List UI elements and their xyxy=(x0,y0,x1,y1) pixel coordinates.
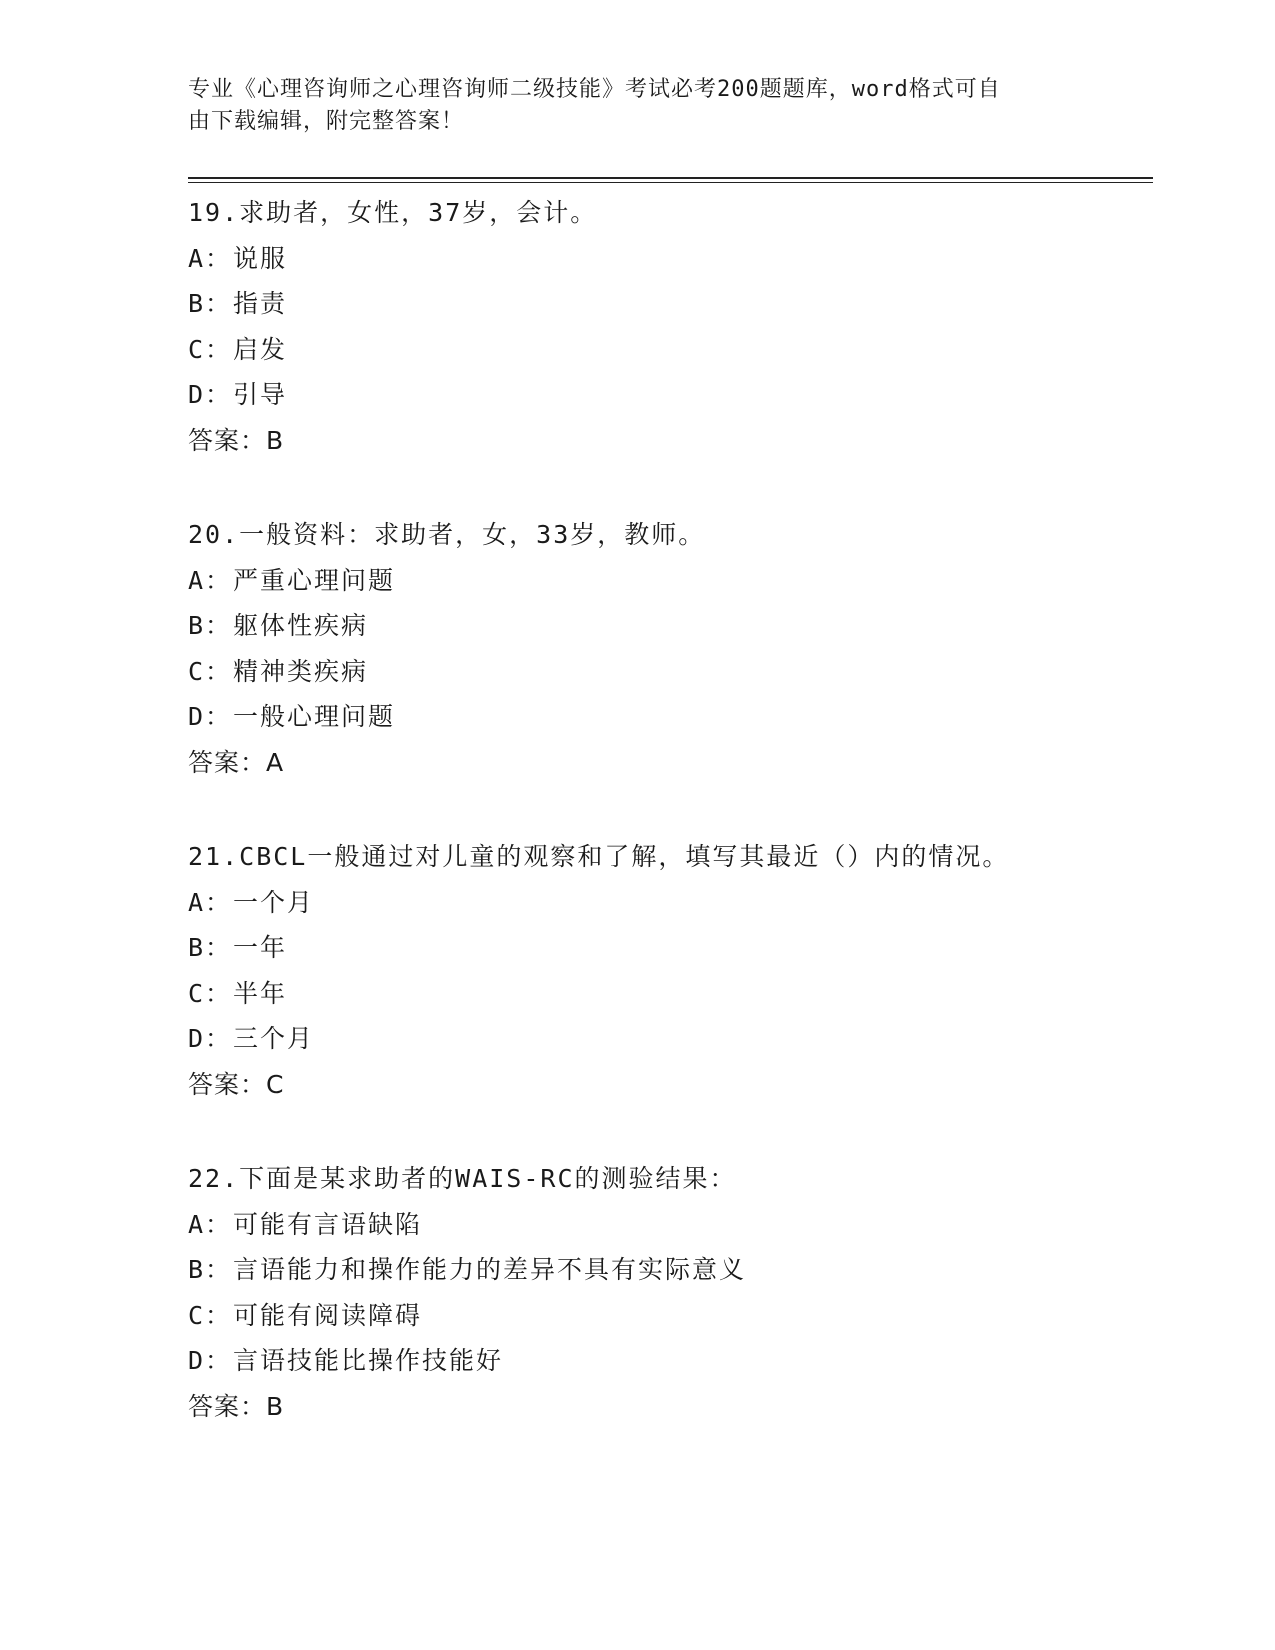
option-label: A： xyxy=(188,887,233,917)
answer-line: 答案：B xyxy=(188,1391,285,1421)
option-label: C： xyxy=(188,656,233,686)
option-label: B： xyxy=(188,289,233,318)
answer-line: 答案：B xyxy=(188,425,285,455)
option-label: B： xyxy=(188,933,233,962)
option-text: 可能有言语缺陷 xyxy=(233,1209,423,1239)
option-b xyxy=(188,281,1153,327)
document-header xyxy=(188,74,1068,138)
question-21 xyxy=(188,834,1153,1107)
option-text: 躯体性疾病 xyxy=(233,611,369,640)
question-list xyxy=(188,190,1153,1478)
option-text: 引导 xyxy=(233,380,288,409)
option-d xyxy=(188,1016,1153,1062)
option-c xyxy=(188,1293,1153,1339)
option-label: D： xyxy=(188,380,233,409)
option-label: D： xyxy=(188,702,233,731)
option-text: 三个月 xyxy=(233,1024,315,1053)
option-label: B： xyxy=(188,1255,233,1284)
option-label: D： xyxy=(188,1024,233,1053)
question-stem: 21.CBCL一般通过对儿童的观察和了解，填写其最近（）内的情况。 xyxy=(188,842,1010,871)
option-text: 精神类疾病 xyxy=(233,656,369,686)
option-text: 一年 xyxy=(233,933,288,962)
option-b xyxy=(188,925,1153,971)
option-a xyxy=(188,1202,1153,1248)
option-c xyxy=(188,327,1153,373)
option-c xyxy=(188,971,1153,1017)
header-line-2: 由下载编辑，附完整答案！ xyxy=(188,109,465,134)
question-stem: 22.下面是某求助者的WAIS-RC的测验结果： xyxy=(188,1164,737,1193)
option-text: 说服 xyxy=(233,243,288,273)
question-stem: 19.求助者，女性，37岁，会计。 xyxy=(188,198,598,227)
option-text: 启发 xyxy=(233,334,288,364)
answer-line: 答案：A xyxy=(188,747,285,777)
option-d xyxy=(188,694,1153,740)
option-text: 一般心理问题 xyxy=(233,702,396,731)
header-line-1: 专业《心理咨询师之心理咨询师二级技能》考试必考200题题库，word格式可自 xyxy=(188,77,1001,102)
option-a xyxy=(188,558,1153,604)
option-text: 一个月 xyxy=(233,887,315,917)
option-label: A： xyxy=(188,243,233,273)
option-label: A： xyxy=(188,565,233,595)
option-label: C： xyxy=(188,1300,233,1330)
option-text: 可能有阅读障碍 xyxy=(233,1300,423,1330)
option-text: 严重心理问题 xyxy=(233,565,396,595)
document-page xyxy=(188,74,1153,1421)
option-d xyxy=(188,372,1153,418)
option-label: C： xyxy=(188,978,233,1008)
option-d xyxy=(188,1338,1153,1384)
option-text: 言语技能比操作技能好 xyxy=(233,1346,504,1375)
option-label: C： xyxy=(188,334,233,364)
option-label: D： xyxy=(188,1346,233,1375)
option-c xyxy=(188,649,1153,695)
option-label: A： xyxy=(188,1209,233,1239)
divider-line-top xyxy=(188,177,1153,179)
option-a xyxy=(188,880,1153,926)
option-text: 言语能力和操作能力的差异不具有实际意义 xyxy=(233,1255,747,1284)
option-b xyxy=(188,603,1153,649)
answer-line: 答案：C xyxy=(188,1069,285,1099)
option-label: B： xyxy=(188,611,233,640)
divider-line-bottom xyxy=(188,182,1153,183)
question-19 xyxy=(188,190,1153,463)
option-text: 指责 xyxy=(233,289,288,318)
option-b xyxy=(188,1247,1153,1293)
option-a xyxy=(188,236,1153,282)
question-22 xyxy=(188,1156,1153,1429)
option-text: 半年 xyxy=(233,978,288,1008)
question-20 xyxy=(188,512,1153,785)
header-divider xyxy=(188,177,1153,183)
question-stem: 20.一般资料：求助者，女，33岁，教师。 xyxy=(188,520,706,549)
